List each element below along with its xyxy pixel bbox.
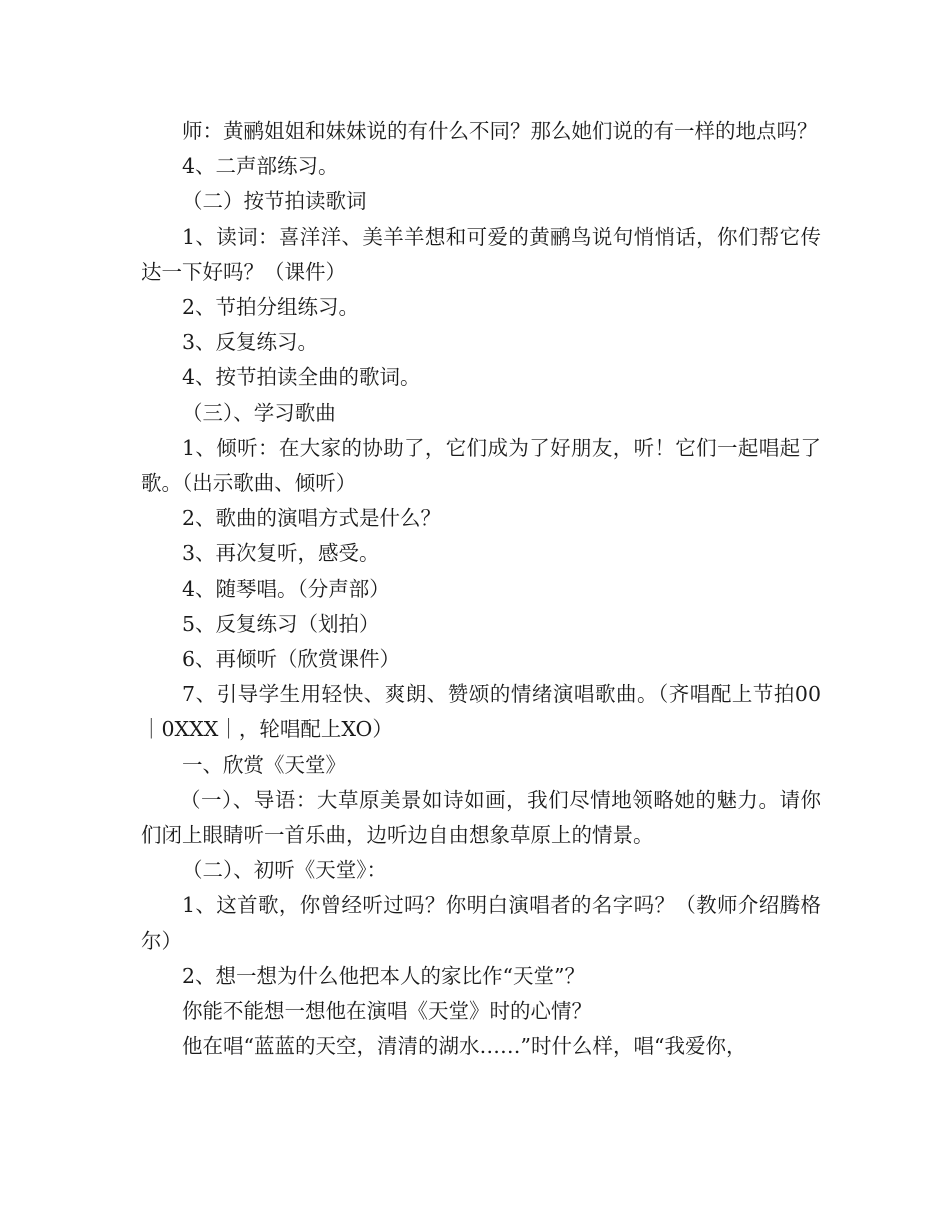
paragraph-why-heaven: 2、想一想为什么他把本人的家比作“天堂”？ [182, 963, 586, 988]
paragraph-singer-mood: 你能不能想一想他在演唱《天堂》时的心情？ [182, 999, 592, 1024]
paragraph-blue-sky-lyrics: 他在唱“蓝蓝的天空，清清的湖水……”时什么样，唱“我爱你， [182, 1034, 747, 1059]
paragraph-singing-style: 2、歌曲的演唱方式是什么？ [182, 506, 442, 531]
section-heading-appreciate-heaven: 一、欣赏《天堂》 [182, 752, 346, 777]
paragraph-listen: 1、倾听：在大家的协助了，它们成为了好朋友，听！它们一起唱起了歌。（出示歌曲、倾听） [141, 435, 821, 496]
paragraph-introduction: （一）、导语：大草原美景如诗如画，我们尽情地领略她的魅力。请你们闭上眼睛听一首乐曲，边听边自由想象草原上的情景。 [141, 787, 821, 848]
paragraph-practice-beats: 5、反复练习（划拍） [182, 611, 380, 636]
paragraph-heard-before: 1、这首歌，你曾经听过吗？你明白演唱者的名字吗？（教师介绍腾格尔） [141, 893, 821, 953]
paragraph-teacher-question: 师：黄鹂姐姐和妹妹说的有什么不同？那么她们说的有一样的地点吗？ [182, 119, 818, 143]
paragraph-listen-again: 3、再次复听，感受。 [182, 541, 380, 566]
document-body [141, 114, 821, 1064]
paragraph-read-full-lyrics: 4、按节拍读全曲的歌词。 [182, 365, 421, 390]
section-heading-first-listen: （二）、初听《天堂》： [182, 858, 387, 883]
paragraph-guide-singing: 7、引导学生用轻快、爽朗、赞颂的情绪演唱歌曲。（齐唱配上节拍00｜0XXX｜，轮唱配上XO） [141, 682, 821, 742]
paragraph-repeat-practice: 3、反复练习。 [182, 330, 319, 355]
paragraph-read-words: 1、读词：喜洋洋、美羊羊想和可爱的黄鹂鸟说句悄悄话，你们帮它传达一下好吗？（课件） [141, 224, 821, 284]
section-heading-learn-song: （三）、学习歌曲 [182, 400, 336, 425]
paragraph-listen-courseware: 6、再倾听（欣赏课件） [182, 647, 401, 672]
paragraph-two-part-practice: 4、二声部练习。 [182, 154, 339, 179]
paragraph-sing-with-piano: 4、随琴唱。（分声部） [182, 576, 390, 601]
paragraph-group-practice: 2、节拍分组练习。 [182, 295, 360, 320]
section-heading-read-lyrics: （二）按节拍读歌词 [182, 189, 367, 214]
